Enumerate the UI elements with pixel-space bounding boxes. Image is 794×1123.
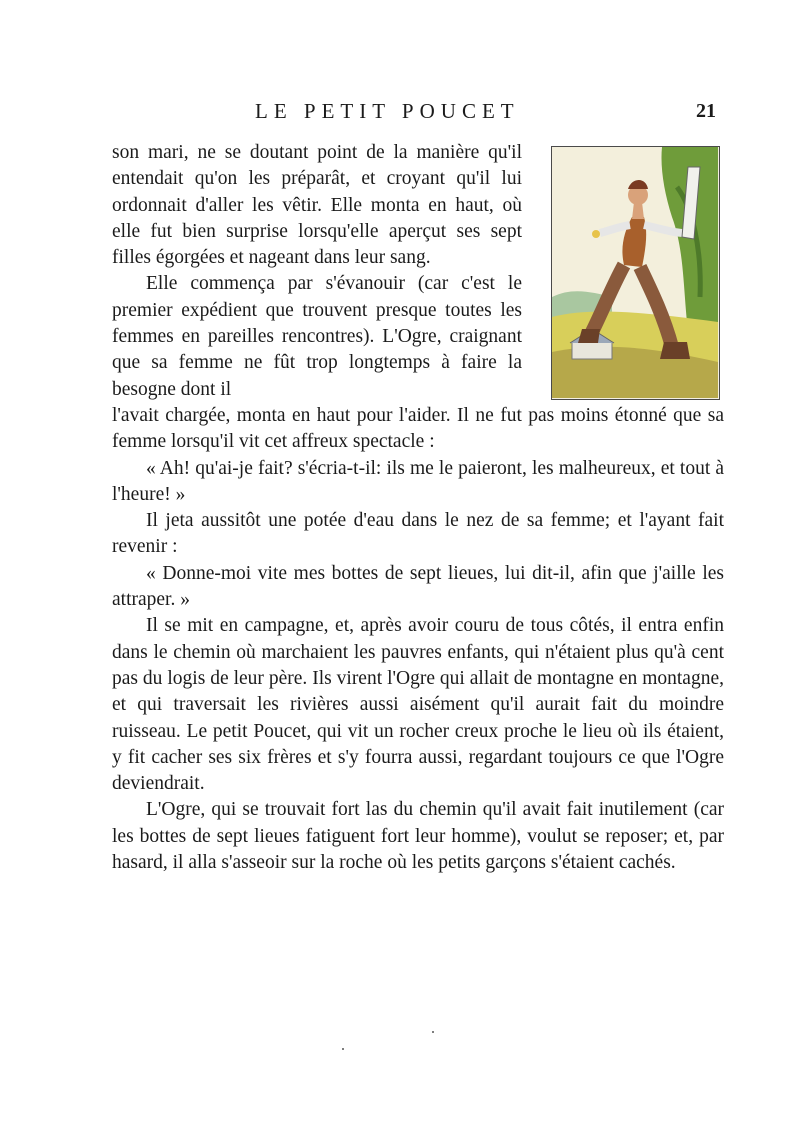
paragraph: Elle commença par s'évanouir (car c'est le premier expédient que trouvent presque toutes les femmes en pareilles rencontres). L'Ogre, craignant que sa femme ne fût trop longtemps à faire la besogne dont il bbox=[112, 273, 522, 400]
print-speck bbox=[342, 1048, 344, 1050]
paragraph: l'avait chargée, monta en haut pour l'aider. Il ne fut pas moins étonné que sa femme lorsqu'il vit cet affreux spectacle : bbox=[112, 404, 724, 453]
print-speck bbox=[432, 1031, 434, 1033]
running-title: LE PETIT POUCET bbox=[255, 99, 520, 123]
page-number: 21 bbox=[696, 100, 716, 122]
paragraph: son mari, ne se doutant point de la manière qu'il entendait qu'on les préparât, et croyant qu'il lui ordonnait d'aller les vêtir. Elle monta en haut, où elle fut bien surprise lorsqu'elle aperçut ses sept filles égorgées et nageant dans leur sang. bbox=[112, 142, 522, 269]
body-text bbox=[112, 140, 724, 876]
paragraph: Il jeta aussitôt une potée d'eau dans le nez de sa femme; et l'ayant fait revenir : bbox=[112, 510, 724, 558]
paragraph: « Ah! qu'ai-je fait? s'écria-t-il: ils me le paieront, les malheureux, et tout à l'heure! » bbox=[112, 457, 724, 505]
paragraph: « Donne-moi vite mes bottes de sept lieues, lui dit-il, afin que j'aille les attraper. » bbox=[112, 562, 724, 611]
paragraph: L'Ogre, qui se trouvait fort las du chemin qu'il avait fait inutilement (car les bottes de sept lieues fatiguent fort leur homme), voulut se reposer; et, par hasard, il alla s'asseoir sur la roche où les petits garçons s'étaient cachés. bbox=[112, 799, 724, 874]
running-head bbox=[0, 96, 794, 126]
paragraph: Il se mit en campagne, et, après avoir couru de tous côtés, il entra enfin dans le chemin où marchaient les pauvres enfants, qui n'étaient plus qu'à cent pas du logis de leur père. Ils virent l'Ogre qui allait de montagne en montagne, et qui traversait les rivières aussi aisément qu'il aurait fait du moindre ruisseau. Le petit Poucet, qui vit un rocher creux proche le lieu où ils étaient, y fit cacher ses six frères et s'y fourra aussi, regardant toujours ce que l'Ogre deviendrait. bbox=[112, 615, 724, 795]
